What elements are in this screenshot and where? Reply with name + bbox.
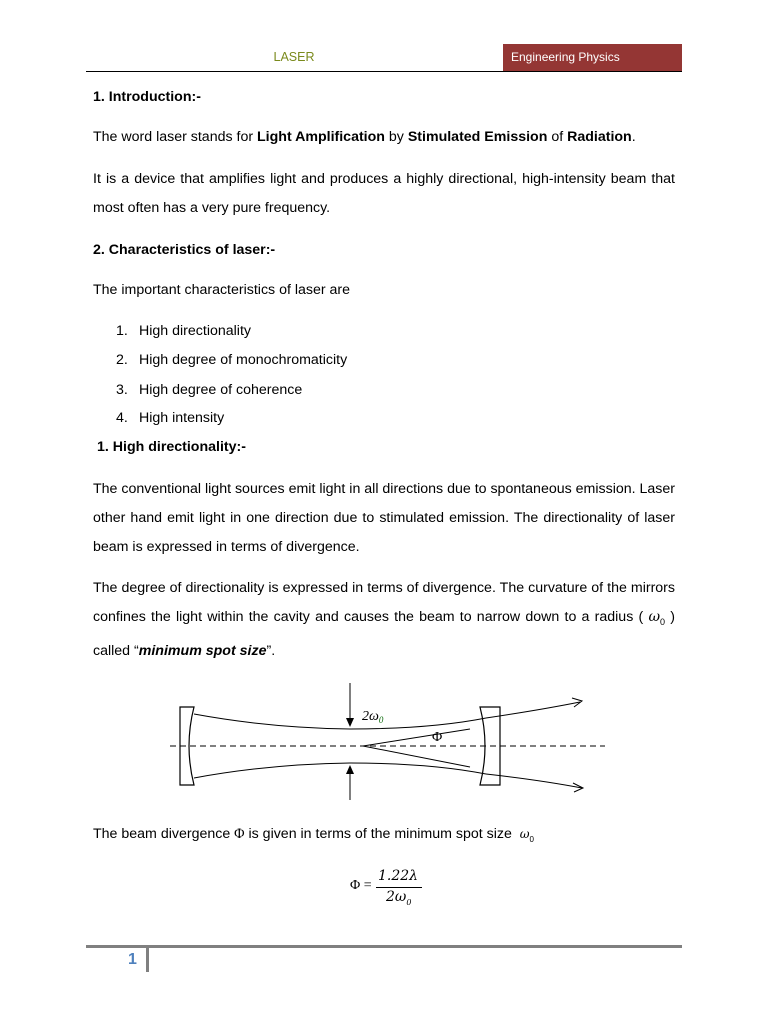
spot-arrowhead-top	[346, 718, 354, 727]
directionality-heading: 1. High directionality:-	[97, 439, 246, 455]
page-number-bar	[146, 948, 149, 972]
header-chapter: LASER	[273, 50, 315, 64]
characteristics-lead: The important characteristics of laser are	[93, 282, 351, 298]
list-item: 2. High degree of monochromaticity	[116, 352, 348, 368]
characteristics-heading: 2. Characteristics of laser:-	[93, 242, 276, 258]
intro-heading: 1. Introduction:-	[93, 89, 201, 105]
directionality-paragraph-2: The degree of directionality is expressed in terms of divergence. The curvature of the mirrors confines the light within the cavity and causes the beam to narrow down to a radius ( $\omega_0$ ) called “minimum spot size”.	[93, 580, 675, 659]
beam-lower	[194, 763, 486, 778]
header-rule	[86, 71, 682, 72]
list-item: 4. High intensity	[116, 410, 225, 426]
page-number: 1	[128, 951, 137, 968]
list-item: 3. High degree of coherence	[116, 382, 303, 398]
laser-cavity-diagram	[170, 680, 610, 805]
header-subject-badge: Engineering Physics	[503, 44, 682, 71]
intro-paragraph-2: It is a device that amplifies light and produces a highly directional, high-intensity beam that most often has a very pure frequency.	[93, 171, 675, 216]
angle-label: Φ	[432, 730, 443, 745]
directionality-paragraph-3: The beam divergence Φ is given in terms of the minimum spot size $\omega_0$	[93, 826, 534, 844]
spot-arrowhead-bottom	[346, 765, 354, 774]
fraction-bar	[376, 887, 422, 888]
beam-upper	[194, 714, 486, 729]
spot-label: $2\omega_0$	[362, 709, 384, 725]
intro-paragraph-1: The word laser stands for Light Amplification by Stimulated Emission of Radiation.	[93, 129, 636, 145]
directionality-paragraph-1: The conventional light sources emit light in all directions due to spontaneous emission. Laser other hand emit light in one direction due to stimulated emission. The directionality of laser beam is expressed in terms of divergence.	[93, 481, 676, 555]
angle-line-upper	[363, 729, 470, 746]
footer-rule	[86, 945, 682, 948]
list-item: 1. High directionality	[116, 323, 251, 339]
